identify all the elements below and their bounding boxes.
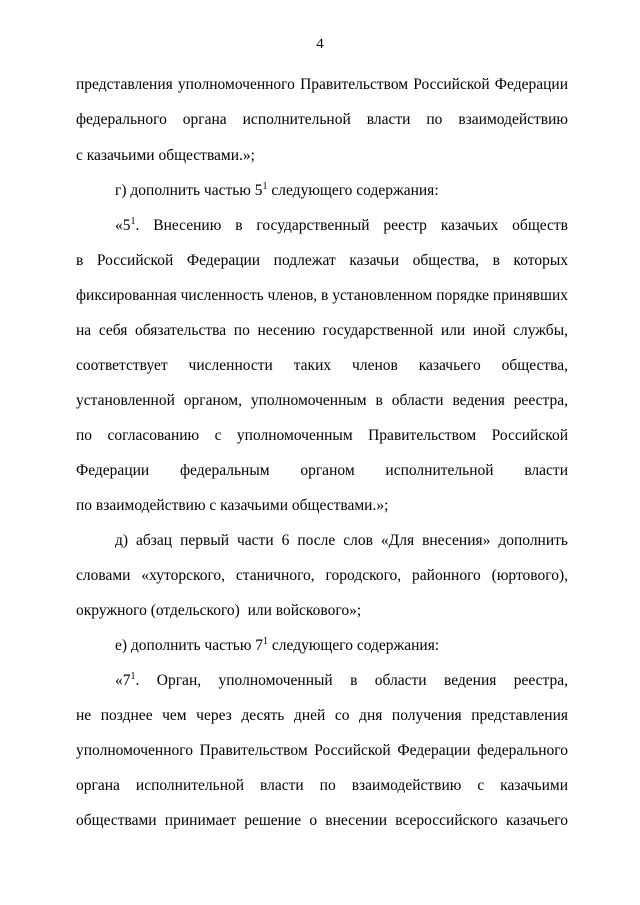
text-line: не позднее чем через десять дней со дня получения представления [76, 707, 568, 724]
text-line: фиксированная численность членов, в установленном порядке принявших [76, 287, 568, 304]
paragraph-start-line: д) абзац первый части 6 после слов «Для внесения» дополнить [115, 532, 568, 549]
superscript: 1 [130, 216, 136, 227]
text-line: установленной органом, уполномоченным в области ведения реестра, [76, 392, 568, 409]
text-line: по согласованию с уполномоченным Правительством Российской [76, 427, 568, 444]
text-line: по взаимодействию с казачьими обществами.»; [76, 497, 389, 514]
text-line: в Российской Федерации подлежат казачьи общества, в которых [76, 252, 568, 269]
text-line: словами «хуторского, станичного, городского, районного (юртового), [76, 567, 568, 584]
page-number: 4 [316, 36, 324, 52]
text-line: федерального органа исполнительной власти по взаимодействию [76, 111, 568, 128]
text-line: уполномоченного Правительством Российской Федерации федерального [76, 742, 568, 759]
text-line: окружного (отдельского) или войскового»; [76, 602, 362, 619]
text-line: на себя обязательства по несению государственной или иной службы, [76, 322, 568, 339]
text-line: обществами принимает решение о внесении всероссийского казачьего [76, 812, 568, 829]
paragraph-start-line: «$7^1$. Орган, уполномоченный в области ведения реестра, [115, 671, 568, 689]
text-line: органа исполнительной власти по взаимодействию с казачьими [76, 777, 568, 794]
superscript: 1 [262, 181, 268, 192]
text-line: соответствует численности таких членов казачьего общества, [76, 357, 568, 374]
text-line: с казачьими обществами.»; [76, 147, 255, 164]
paragraph-start-line: е) дополнить частью $7^1$ следующего содержания: [115, 636, 440, 654]
text-line: представления уполномоченного Правительством Российской Федерации [76, 76, 568, 93]
superscript: 1 [263, 636, 269, 647]
paragraph-start-line: г) дополнить частью $5^1$ следующего содержания: [115, 181, 439, 199]
superscript: 1 [130, 671, 136, 682]
text-line: Федерации федеральным органом исполнительной власти [76, 462, 568, 479]
paragraph-start-line: «$5^1$. Внесению в государственный реестр казачьих обществ [115, 216, 568, 234]
